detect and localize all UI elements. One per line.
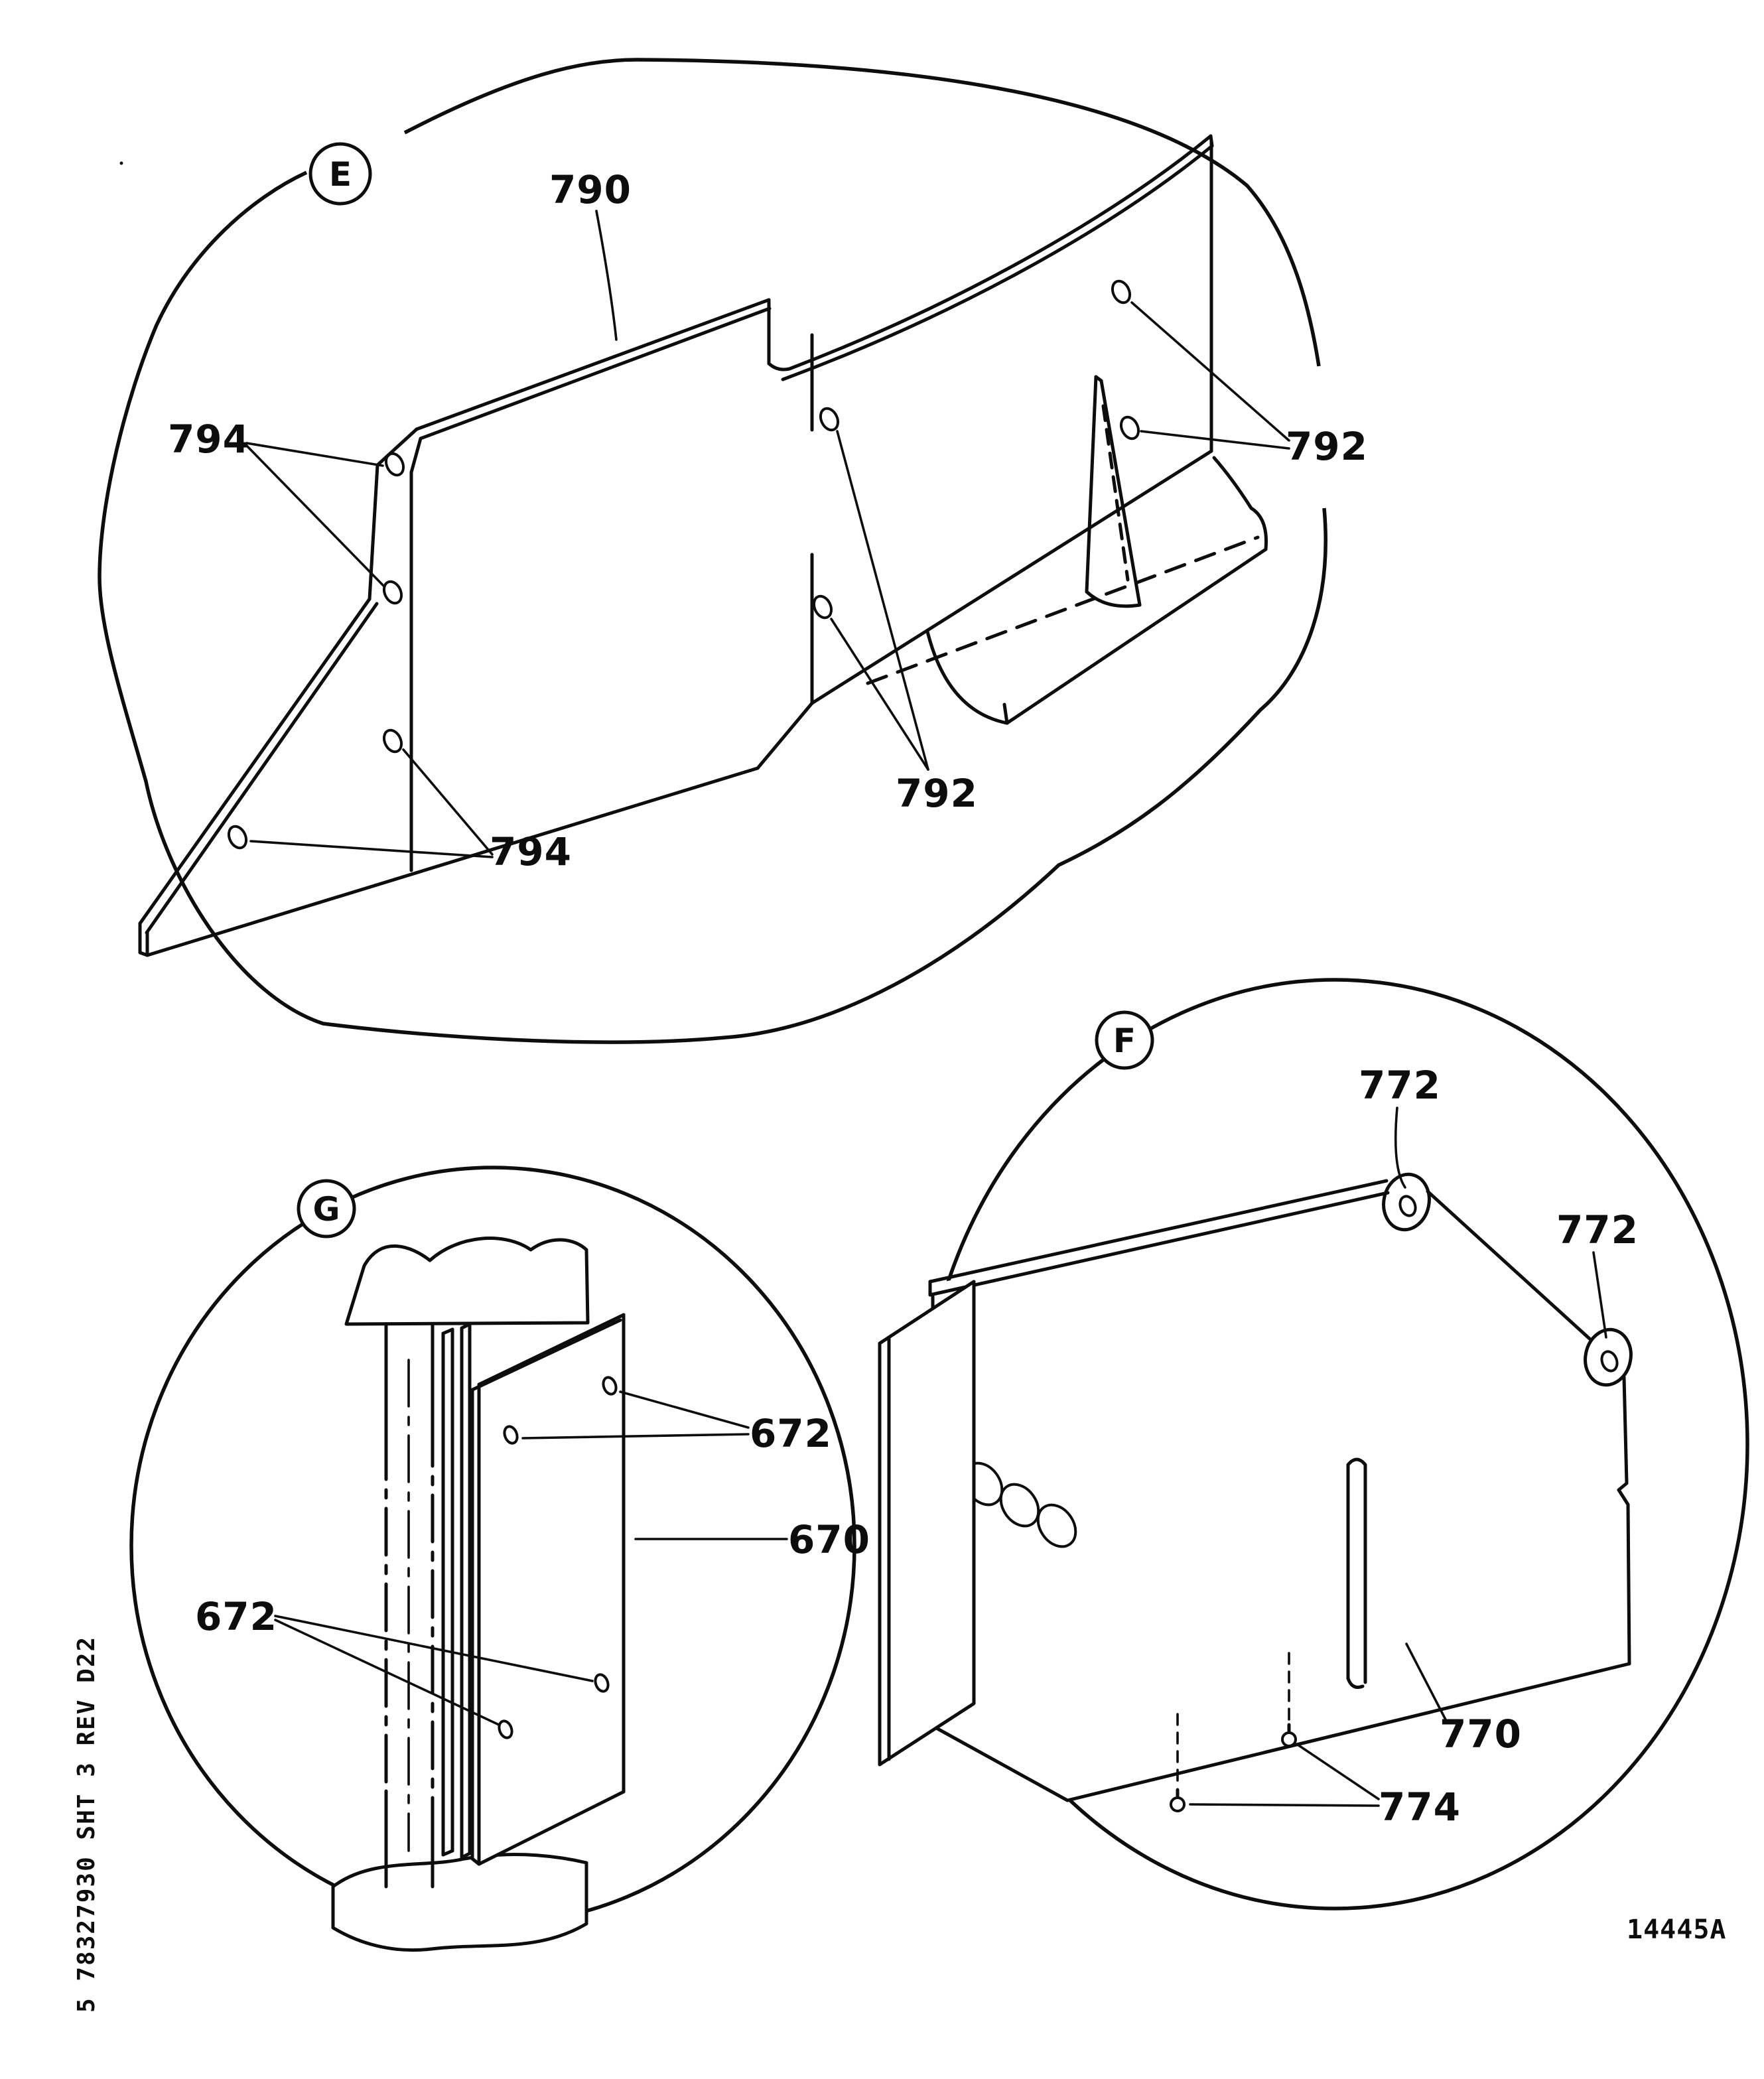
part-label-792-lower: 792 [895, 771, 979, 816]
detail-badge-f-letter: F [1113, 1022, 1136, 1060]
part-label-794-lower: 794 [489, 829, 573, 874]
part-label-794-upper: 794 [167, 417, 251, 462]
leader-774 [1190, 1804, 1379, 1806]
part-label-772-a: 772 [1358, 1063, 1442, 1108]
panel-670-face [472, 1315, 624, 1864]
part-label-670: 670 [787, 1517, 871, 1562]
part-label-770: 770 [1439, 1711, 1523, 1757]
print-speck [120, 162, 123, 165]
part-label-672-left: 672 [194, 1594, 278, 1639]
detail-badge-g-letter: G [312, 1190, 340, 1229]
beam-bottom-break [333, 1855, 586, 1950]
sheet-revision-note: 5 78327930 SHT 3 REV D22 [73, 1635, 100, 2013]
part-label-772-b: 772 [1556, 1207, 1639, 1252]
figure-number: 14445A [1627, 1914, 1727, 1945]
beam-top-break [346, 1239, 588, 1324]
part-label-792-right: 792 [1285, 424, 1369, 469]
part-label-790: 790 [549, 167, 632, 212]
part-label-774: 774 [1378, 1784, 1461, 1830]
detail-badge-e-letter: E [328, 155, 352, 194]
side-flap [880, 1282, 974, 1765]
part-label-672-right: 672 [749, 1411, 833, 1456]
